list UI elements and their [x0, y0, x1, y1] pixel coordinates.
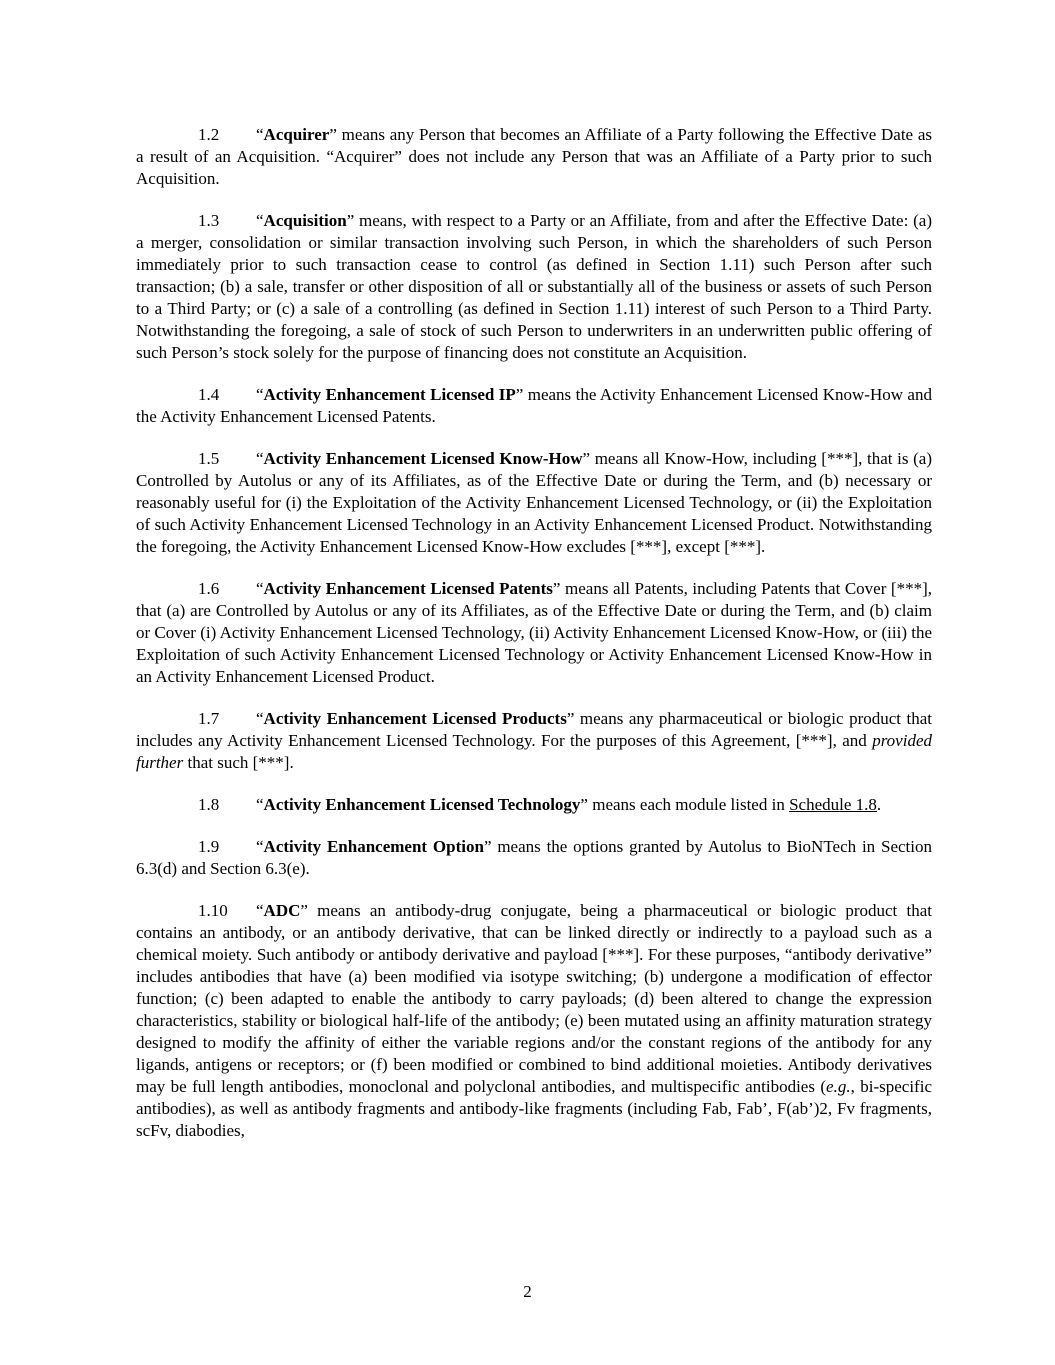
section-1-8: 1.8 “Activity Enhancement Licensed Technology” means each module listed in Schedule 1.8.	[198, 795, 882, 814]
defined-term: Acquirer	[263, 125, 330, 144]
section-1-3: 1.3 “Acquisition” means, with respect to a Party or an Affiliate, from and after the Effective Date: (a) a merger, consolidation or similar transaction involving such Person, in which the shareholders of such Person immediately prior to such transaction cease to control (as defined in Section 1.11) such Person after such transaction; (b) a sale, transfer or other disposition of all or substantially all of the business or assets of such Person to a Third Party; or (c) a sale of a controlling (as defined in Section 1.11) interest of such Person to a Third Party. Notwithstanding the foregoing, a sale of stock of such Person to underwriters in an underwritten public offering of such Person’s stock solely for the purpose of financing does not constitute an Acquisition.	[136, 211, 932, 362]
defined-term: Activity Enhancement Licensed Products	[263, 709, 567, 728]
defined-term: Activity Enhancement Licensed IP	[263, 385, 516, 404]
section-text: ” means each module listed in	[580, 795, 790, 814]
page-number: 2	[523, 1282, 532, 1301]
section-text: ” means an antibody-drug conjugate, being a pharmaceutical or biologic product that contains an antibody, or an antibody derivative, that can be linked directly or indirectly to a payload such as a chemical moiety. Such antibody or antibody derivative and payload [***]. For these purposes, “antibody derivative” includes antibodies that have (a) been modified via isotype switching; (b) undergone a modification of effector function; (c) been adapted to enable the antibody to carry payloads; (d) been altered to change the expression characteristics, stability or biological half-life of the antibody; (e) been mutated using an affinity maturation strategy designed to modify the affinity of either the variable regions and/or the constant regions of the antibody for any ligands, antigens or receptors; or (f) been modified or combined to bind additional moieties. Antibody derivatives may be full length antibodies, monoclonal and polyclonal antibodies, and multispecific antibodies (	[136, 901, 932, 1096]
section-text: ” means all Patents, including Patents that Cover [***], that (a) are Controlled by Autolus or any of its Affiliates, as of the Effective Date or during the Term, and (b) claim or Cover (i) Activity Enhancement Licensed Technology, (ii) Activity Enhancement Licensed Know-How, or (iii) the Exploitation of such Activity Enhancement Licensed Technology or Activity Enhancement Licensed Know-How in an Activity Enhancement Licensed Product.	[136, 579, 933, 686]
section-text: ” means the options granted by Autolus to BioNTech in Section 6.3(d) and Section 6.3(e).	[136, 837, 932, 878]
section-1-6: 1.6 “Activity Enhancement Licensed Patents” means all Patents, including Patents that Cover [***], that (a) are Controlled by Autolus or any of its Affiliates, as of the Effective Date or during the Term, and (b) claim or Cover (i) Activity Enhancement Licensed Technology, (ii) Activity Enhancement Licensed Know-How, or (iii) the Exploitation of such Activity Enhancement Licensed Technology or Activity Enhancement Licensed Know-How in an Activity Enhancement Licensed Product.	[136, 579, 933, 686]
section-text: ” means, with respect to a Party or an Affiliate, from and after the Effective Date: (a) a merger, consolidation or similar transaction involving such Person, in which the shareholders of such Person immediately prior to such transaction cease to control (as defined in Section 1.11) such Person after such transaction; (b) a sale, transfer or other disposition of all or substantially all of the business or assets of such Person to a Third Party; or (c) a sale of a controlling (as defined in Section 1.11) interest of such Person to a Third Party. Notwithstanding the foregoing, a sale of stock of such Person to underwriters in an underwritten public offering of such Person’s stock solely for the purpose of financing does not constitute an Acquisition.	[136, 211, 932, 362]
defined-term: ADC	[263, 901, 301, 920]
section-number: 1.7	[198, 709, 220, 728]
schedule-reference: Schedule 1.8	[789, 795, 877, 814]
section-number: 1.9	[198, 837, 220, 856]
section-number: 1.6	[198, 579, 220, 598]
section-1-7: 1.7 “Activity Enhancement Licensed Products” means any pharmaceutical or biologic product that includes any Activity Enhancement Licensed Technology. For the purposes of this Agreement, [***], and provided further that such [***].	[136, 709, 932, 772]
section-text: ” means any Person that becomes an Affiliate of a Party following the Effective Date as a result of an Acquisition. “Acquirer” does not include any Person that was an Affiliate of a Party prior to such Acquisition.	[136, 125, 932, 188]
section-number: 1.3	[198, 211, 220, 230]
section-text-end: .	[876, 795, 882, 814]
italic-phrase: e.g.	[826, 1077, 851, 1096]
section-number: 1.2	[198, 125, 220, 144]
defined-term: Activity Enhancement Licensed Technology	[263, 795, 581, 814]
section-text-end: , bi-specific antibodies), as well as antibody fragments and antibody-like fragments (including Fab, Fab’, F(ab’)2, Fv fragments, scFv, diabodies,	[136, 1077, 932, 1140]
section-number: 1.10	[198, 901, 228, 920]
section-1-10: 1.10 “ADC” means an antibody-drug conjugate, being a pharmaceutical or biologic product that contains an antibody, or an antibody derivative, that can be linked directly or indirectly to a payload such as a chemical moiety. Such antibody or antibody derivative and payload [***]. For these purposes, “antibody derivative” includes antibodies that have (a) been modified via isotype switching; (b) undergone a modification of effector function; (c) been adapted to enable the antibody to carry payloads; (d) been altered to change the expression characteristics, stability or biological half-life of the antibody; (e) been mutated using an affinity maturation strategy designed to modify the affinity of either the variable regions and/or the constant regions of the antibody for any ligands, antigens or receptors; or (f) been modified or combined to bind additional moieties. Antibody derivatives may be full length antibodies, monoclonal and polyclonal antibodies, and multispecific antibodies (e.g., bi-specific antibodies), as well as antibody fragments and antibody-like fragments (including Fab, Fab’, F(ab’)2, Fv fragments, scFv, diabodies,	[136, 901, 932, 1140]
section-text-end: that such [***].	[183, 753, 294, 772]
section-number: 1.8	[198, 795, 220, 814]
document-page	[136, 124, 932, 1162]
defined-term: Activity Enhancement Licensed Know-How	[263, 449, 583, 468]
section-1-4: 1.4 “Activity Enhancement Licensed IP” means the Activity Enhancement Licensed Know-How and the Activity Enhancement Licensed Patents.	[136, 385, 932, 426]
section-1-9: 1.9 “Activity Enhancement Option” means the options granted by Autolus to BioNTech in Section 6.3(d) and Section 6.3(e).	[136, 837, 932, 878]
defined-term: Activity Enhancement Option	[263, 837, 484, 856]
section-number: 1.4	[198, 385, 220, 404]
section-text: ” means all Know-How, including [***], that is (a) Controlled by Autolus or any of its Affiliates, as of the Effective Date or during the Term, and (b) necessary or reasonably useful for (i) the Exploitation of the Activity Enhancement Licensed Technology, or (ii) the Exploitation of such Activity Enhancement Licensed Technology in an Activity Enhancement Licensed Product. Notwithstanding the foregoing, the Activity Enhancement Licensed Know-How excludes [***], except [***].	[136, 449, 932, 556]
section-text: ” means any pharmaceutical or biologic product that includes any Activity Enhancement Licensed Technology. For the purposes of this Agreement, [***], and	[136, 709, 932, 750]
section-text: ” means the Activity Enhancement Licensed Know-How and the Activity Enhancement Licensed Patents.	[136, 385, 932, 426]
section-1-5: 1.5 “Activity Enhancement Licensed Know-How” means all Know-How, including [***], that is (a) Controlled by Autolus or any of its Affiliates, as of the Effective Date or during the Term, and (b) necessary or reasonably useful for (i) the Exploitation of the Activity Enhancement Licensed Technology, or (ii) the Exploitation of such Activity Enhancement Licensed Technology in an Activity Enhancement Licensed Product. Notwithstanding the foregoing, the Activity Enhancement Licensed Know-How excludes [***], except [***].	[136, 449, 932, 556]
defined-term: Activity Enhancement Licensed Patents	[263, 579, 553, 598]
section-1-2: 1.2 “Acquirer” means any Person that becomes an Affiliate of a Party following the Effective Date as a result of an Acquisition. “Acquirer” does not include any Person that was an Affiliate of a Party prior to such Acquisition.	[136, 125, 932, 188]
defined-term: Acquisition	[263, 211, 347, 230]
italic-phrase: provided further	[136, 731, 932, 772]
section-number: 1.5	[198, 449, 220, 468]
